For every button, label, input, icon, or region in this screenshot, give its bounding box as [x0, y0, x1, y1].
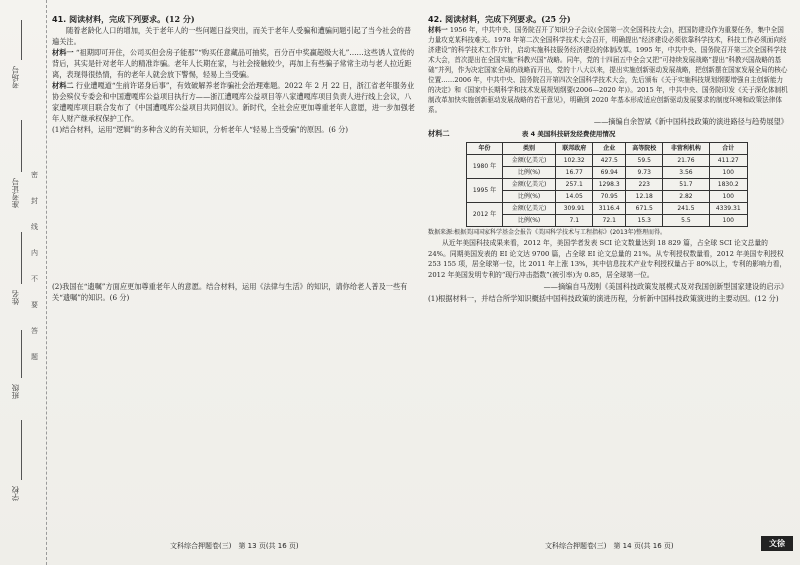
footer-left-page: 文科综合押题卷(三) 第 13 页(共 16 页) [170, 542, 299, 550]
table-cell: 223 [626, 179, 663, 191]
table-header: 联邦政府 [556, 143, 593, 155]
q41-number: 41. [52, 15, 67, 24]
table-cell: 12.18 [626, 191, 663, 203]
table-cell: 100 [709, 215, 747, 227]
table-header: 高等院校 [626, 143, 663, 155]
table-cell: 金额(亿美元) [503, 155, 556, 167]
table-cell: 比例(%) [503, 215, 556, 227]
table-cell: 1298.3 [593, 179, 626, 191]
table-cell: 7.1 [556, 215, 593, 227]
table-row [467, 191, 748, 203]
table-cell: 72.1 [593, 215, 626, 227]
table-cell: 59.5 [626, 155, 663, 167]
q42-material2-label: 材料二 [428, 129, 450, 138]
seal-char: 答 [31, 327, 38, 335]
seal-char: 题 [31, 353, 38, 361]
q41-material1-text: “祖期即可开住，公司买但会房子能那”“购买任意藏品可抽奖，百分百中奖赢超级大礼”……这些诱人宣传的背后，其实是针对老年人的精准诈骗。老年人长期在家，与社会接触较少，再加上有些骗子常常主动与老人拉近距离，表现得很热情，有的老年人就会放下警惕，轻易上当受骗。 [52, 48, 415, 79]
table-cell: 金额(亿美元) [503, 179, 556, 191]
table-row [467, 203, 748, 215]
answer-space-1[interactable] [52, 135, 417, 281]
table-cell-year: 1995 年 [467, 179, 503, 203]
q42-material1-label: 材料一 [428, 26, 448, 34]
name-label: 姓名 [11, 290, 20, 305]
footer-right-page: 文科综合押题卷(三) 第 14 页(共 16 页) [545, 542, 674, 550]
table-cell: 14.05 [556, 191, 593, 203]
class-label: 班级 [11, 384, 20, 399]
q42-title: 阅读材料，完成下列要求。(25 分) [445, 14, 571, 24]
q41-subquestion-1: (1)结合材料，运用“逻辑”的多种含义的有关知识，分析老年人“轻易上当受骗”的原因。(6 分) [52, 125, 349, 134]
answer-space-2[interactable] [52, 303, 417, 473]
q41-material2 [52, 80, 417, 124]
q42-source-2: ——摘编自马茂刚《美国科技政策发展模式及对我国创新型国家建设的启示》 [543, 282, 788, 291]
table-cell: 9.73 [626, 167, 663, 179]
seal-char: 要 [31, 301, 38, 309]
q42-number: 42. [428, 15, 443, 24]
seal-char: 内 [31, 249, 38, 257]
q42-material2-text: 从近年美国科技成果来看，2012 年，美国学者发表 SCI 论文数量达到 18 829 篇，占全球 SCI 论文总量的 24%。同期美国发表的 EI 论文达 9700 篇，占全球 EI 论文总量的 21%。从专利授权数量看，2012 年美国专利授权 253 155 项，居全球第一位，比 2011 年上涨 13%，其中信息技术产业专利授权量占于 80%以上，专利的影响力看，2012 年美国发明专利的“现行冲击指数”(被引率)为 0.85，居全球第一位。 [428, 239, 787, 279]
table-cell: 比例(%) [503, 191, 556, 203]
rd-funding-table [466, 142, 748, 227]
corner-stamp: 文徐 [761, 536, 793, 551]
table-cell: 70.95 [593, 191, 626, 203]
table-cell: 16.77 [556, 167, 593, 179]
table-cell: 411.27 [709, 155, 747, 167]
candidate-no-label: 考场号 [11, 66, 20, 89]
q41-material1-label: 材料一 [52, 48, 74, 57]
table-cell: 671.5 [626, 203, 663, 215]
seal-char: 封 [31, 197, 38, 205]
q41-intro: 随着老龄化人口的增加，关于老年人的一些问题日益突出，而关于老年人受骗和遭骗问题引起了当今社会的普遍关注。 [52, 26, 412, 46]
table-header: 企业 [593, 143, 626, 155]
seal-char: 不 [31, 275, 38, 283]
table-cell: 309.91 [556, 203, 593, 215]
q42-material1-text: 1956 年，中共中央、国务院召开了知识分子会议(全国第一次全国科技大会)，把国防建设作为重要任务，集中全国力量攻克某科技难关。1978 年第二次全国科学技术大会召开，明确提出“经济建设必须依靠科学技术，科技工作必须面向经济建设”的科学技术工作方针，启动实施科技服务经济建设的体制改革。1995 年，中共中央、国务院召开第三次全国科学技术大会，首次提出在全国实施“科教兴国”战略。同年，党的十四届五中全会又把“可持续发展战略”提出“科教兴国战略的基础”并列，作为决定国家全局的战略而开出，党的十八大以来，提出实施创新驱动发展战略，把创新摆在国家发展全局的核心位置……2006 年，中共中央、国务院召开第四次全国科学技术大会，先后颁布《关于实施科技规划纲要增强自主创新能力的决定》和《国家中长期科学和技术发展规划纲要(2006—2020 年)》。2015 年，中共中央、国务院印发《关于深化体制机制改革加快实施创新驱动发展战略的若干意见》，明确到 2020 年基本形成适应创新驱动发展要求的制度环境和政策法律体系。 [428, 26, 788, 114]
table-row [467, 155, 748, 167]
candidate-no-line [21, 20, 22, 60]
seal-char: 线 [31, 223, 38, 231]
table-cell: 21.76 [663, 155, 709, 167]
q42-heading [428, 14, 788, 25]
table-header-row [467, 143, 748, 155]
table-cell: 3.56 [663, 167, 709, 179]
table-cell: 2.82 [663, 191, 709, 203]
q41-material2-text: 行业遭嘎道“生前许诺身后事”，有效破解养老诈骗社会治理难题。2022 年 2 月 22 日，浙江省老年服务业协会殡仪专委会和中国遭嘎库公益项目执行方——浙江遭嘎库公益项目等八家遭嘎库项目负责人进行线上会议，八家遭嘎库项目联合发布了《中国遭嘎库公益项目共同倡议》。新时代，全社会应更加尊重老年人意愿，进一步加强老年人财产继承权保护工作。 [52, 81, 415, 123]
table-cell-year: 2012 年 [467, 203, 503, 227]
table-cell: 5.5 [663, 215, 709, 227]
q42-subquestion-1: (1)根据材料一，并结合所学知识概括中国科技政策的演进历程，分析新中国科技政策演进的主要动因。(12 分) [428, 294, 779, 303]
q41-subquestion-2: (2)我国在“遗嘱”方面应更加尊重老年人的意愿。结合材料，运用《法律与生活》的知识，请你给老人普及一些有关“遗嘱”的知识。(6 分) [52, 282, 408, 302]
table-note: 数据来源:根据美国国家科学基金会报告《美国科学技术与工程指标》(2013年)整理而得。 [428, 229, 666, 236]
school-label: 学校 [11, 486, 20, 501]
table-cell: 金额(亿美元) [503, 203, 556, 215]
table-cell: 100 [709, 191, 747, 203]
q41-title: 阅读材料，完成下列要求。(12 分) [69, 14, 195, 24]
binding-strip [0, 0, 47, 565]
table-cell: 4339.31 [709, 203, 747, 215]
table-header: 非营利机构 [663, 143, 709, 155]
q41-heading [52, 14, 417, 25]
table-cell: 102.32 [556, 155, 593, 167]
table-cell: 3116.4 [593, 203, 626, 215]
question-41 [52, 14, 417, 473]
table-header: 类别 [503, 143, 556, 155]
table-cell: 15.3 [626, 215, 663, 227]
seal-char: 密 [31, 171, 38, 179]
table-cell: 257.1 [556, 179, 593, 191]
table-cell: 69.94 [593, 167, 626, 179]
question-42 [428, 14, 788, 394]
table-row [467, 167, 748, 179]
admission-no-label: 准考证号 [11, 178, 20, 208]
table-cell: 427.5 [593, 155, 626, 167]
q42-material1 [428, 25, 788, 115]
table-cell: 1830.2 [709, 179, 747, 191]
answer-space-3[interactable] [428, 304, 788, 394]
q42-material2-header [428, 128, 788, 140]
admission-no-line [21, 120, 22, 172]
table-row [467, 179, 748, 191]
school-line [21, 420, 22, 480]
table-row [467, 215, 748, 227]
table-cell: 100 [709, 167, 747, 179]
table-header: 合计 [709, 143, 747, 155]
table-cell: 241.5 [663, 203, 709, 215]
q41-material1 [52, 47, 417, 80]
table-header: 年份 [467, 143, 503, 155]
table-cell-year: 1980 年 [467, 155, 503, 179]
class-line [21, 330, 22, 378]
name-line [21, 232, 22, 284]
table-cell: 比例(%) [503, 167, 556, 179]
q41-material2-label: 材料二 [52, 81, 74, 90]
q42-source-1: ——摘编自余智斌《新中国科技政策的演进路径与趋势展望》 [593, 117, 788, 126]
table-title: 表 4 美国科技研发经费使用情况 [521, 130, 616, 138]
table-cell: 51.7 [663, 179, 709, 191]
